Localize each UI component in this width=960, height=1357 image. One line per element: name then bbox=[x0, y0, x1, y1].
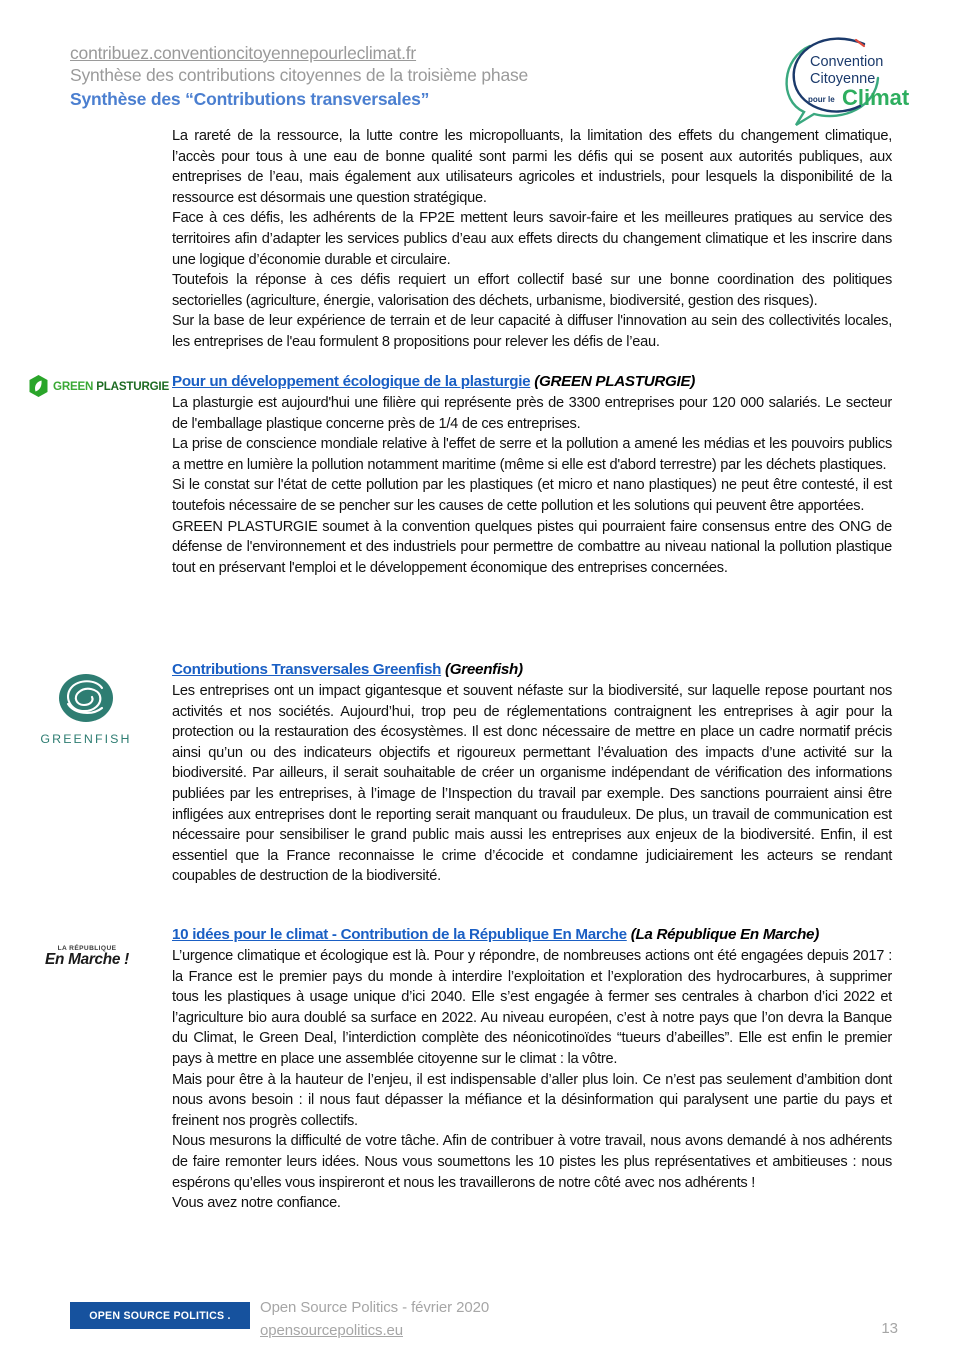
footer-credit-block bbox=[260, 1296, 489, 1342]
logo-line-2: Citoyenne bbox=[810, 71, 876, 87]
logo-line-3-big: Climat bbox=[842, 85, 910, 110]
intro-paragraph: Sur la base de leur expérience de terrain et de leur capacité à diffuser l'innovation au sein des collectivités locales, les entreprises de l'eau formulent 8 propositions pour relever les défis de l’eau. bbox=[172, 313, 892, 350]
page-number: 13 bbox=[881, 1320, 898, 1337]
greenfish-logo bbox=[28, 660, 164, 746]
gp-word-green: GREEN bbox=[53, 379, 97, 393]
intro-paragraph: Toutefois la réponse à ces défis requiert un effort collectif basé sur une bonne coordination des politiques sectorielles (agriculture, énergie, valorisation des déchets, urbanisme, biodiversité, gestion des risques). bbox=[172, 272, 892, 309]
intro-paragraph: La rareté de la ressource, la lutte contre les micropolluants, la limitation des effets du changement climatique, l’accès pour tous à une eau de bonne qualité sont parmi les défis qui se posent aux autorités publiques, aux entreprises de l’eau, mais également aux utilisateurs agricoles et industriels, pour lesquels la disponibilité de la ressource est désormais une question stratégique. bbox=[172, 128, 892, 206]
section-heading-source: (GREEN PLASTURGIE) bbox=[534, 373, 696, 390]
footer-credit: Open Source Politics - février 2020 bbox=[260, 1299, 490, 1316]
logo-line-3-small: pour le bbox=[808, 95, 835, 104]
section-content bbox=[172, 372, 892, 578]
section-heading-source: (La République En Marche) bbox=[630, 926, 819, 943]
section-paragraph: Si le constat sur l'état de cette pollution par les plastiques (et micro et nano plastiques) ne peut être contesté, il est toutefois nécessaire de se pencher sur les causes de cette pollution et les solutions qui peuvent être apportées. bbox=[172, 477, 892, 514]
section-paragraph: L’urgence climatique et écologique est là. Pour y répondre, de nombreuses actions ont été engagées depuis 2017 : la France est le premier pays du monde à interdire l’exploitation et l’exploration des hydrocarbures, à supprimer tous les plastiques à usage unique d’ici 2040. Elle s’est engagée à fermer ses centrales à charbon d’ici 2022 et l’agriculture bio aura doublé sa surface en 2022. Au niveau européen, c’est à notre pays que l’on devra la Banque du Climat, le Green Deal, l’interdiction complète des néonicotinoïdes “tueurs d’abeilles”. Elle est enfin le premier pays à mettre en place une assemblée citoyenne sur le climat : la vôtre. bbox=[172, 948, 892, 1067]
header-subtitle: Synthèse des contributions citoyennes de la troisième phase bbox=[70, 65, 529, 85]
section-heading bbox=[172, 372, 892, 392]
section-paragraph: La plasturgie est aujourd'hui une filière qui représente près de 3300 entreprises pour 120 000 salariés. Le secteur de l'emballage plastique concerne près de 1/4 de ces entreprises. bbox=[172, 395, 892, 432]
page-title: Synthèse des “Contributions transversales” bbox=[70, 89, 430, 109]
green-leaf-shield-icon bbox=[28, 374, 49, 398]
section-paragraph: La prise de conscience mondiale relative à l'effet de serre et la pollution a amené les médias et les pouvoirs publics a mettre en lumière la pollution notamment maritime (même si elle est d'abord terrestre) par les déchets plastiques. bbox=[172, 436, 892, 473]
open-source-politics-badge: OPEN SOURCE POLITICS . bbox=[70, 1302, 250, 1329]
section-heading-source: (Greenfish) bbox=[445, 661, 523, 678]
greenfish-wordmark: GREENFISH bbox=[40, 732, 132, 746]
section-heading-link[interactable]: Contributions Transversales Greenfish bbox=[172, 661, 442, 678]
gp-word-plasturgie: PLASTURGIE bbox=[96, 379, 169, 393]
la-republique-en-marche-logo bbox=[28, 925, 164, 969]
greenfish-spiral-icon bbox=[28, 672, 144, 729]
section-paragraph: Les entreprises ont un impact gigantesque et souvent néfaste sur la biodiversité, sur laquelle repose pourtant nos activités et nos sociétés. Aujourd’hui, trop peu de réglementations contraignent les entreprises à agir pour la protection ou la restauration des écosystèmes. Il est donc nécessaire de mettre en place un cadre normatif précis ainsi qu’un ou des indicateurs objectifs et rigoureux permettant l’évaluation des impacts d’une activité sur la biodiversité. Par ailleurs, il serait souhaitable de créer un organisme indépendant de vérification des informations publiées par les entreprises, à l’image de l’Inspection du travail par exemple. Des sanctions pourraient ainsi être infligées aux entreprises dont le reporting serait manquant ou frauduleux. De plus, un travail de communication est nécessaire pour sensibiliser le grand public mais aussi les entreprises aux enjeux de la biodiversité. Enfin, il est essentiel que la France reconnaisse le crime d’écocide et condamne judiciairement les acteurs se rendant coupables de destruction de la biodiversité. bbox=[172, 683, 892, 885]
lrem-logo-line-2: En Marche ! bbox=[45, 951, 129, 968]
green-plasturgie-wordmark bbox=[53, 380, 169, 393]
footer-url[interactable]: opensourcepolitics.eu bbox=[260, 1322, 403, 1339]
section-paragraph: Vous avez notre confiance. bbox=[172, 1195, 341, 1212]
page-header bbox=[0, 0, 960, 118]
convention-citoyenne-pour-le-climat-logo bbox=[752, 26, 912, 128]
section-paragraph: GREEN PLASTURGIE soumet à la convention quelques pistes qui pourraient faire consensus entre des ONG de défense de l'environnement et des industriels pour permettre de combattre au niveau national la pollution plastique tout en préservant l'emploi et le développement économique des entreprises concernées. bbox=[172, 518, 892, 576]
logo-line-1: Convention bbox=[810, 54, 884, 70]
lrem-logo-line-1: LA RÉPUBLIQUE bbox=[57, 945, 117, 952]
section-heading bbox=[172, 660, 892, 680]
page-footer bbox=[0, 1292, 960, 1357]
section-heading-link[interactable]: Pour un développement écologique de la plasturgie bbox=[172, 373, 531, 390]
section-content bbox=[172, 660, 892, 887]
intro-paragraph: Face à ces défis, les adhérents de la FP2E mettent leurs savoir-faire et les meilleures pratiques au service des territoires afin d’adapter les services publics d’eau aux effets directs du changement climatique et les inscrire dans une logique d’économie durable et circulaire. bbox=[172, 210, 892, 268]
section-heading bbox=[172, 925, 892, 945]
intro-paragraph-block bbox=[172, 126, 892, 353]
section-content bbox=[172, 925, 892, 1214]
section-heading-link[interactable]: 10 idées pour le climat - Contribution de la République En Marche bbox=[172, 926, 627, 943]
header-site-url[interactable]: contribuez.conventioncitoyennepourleclimat.fr bbox=[70, 43, 417, 63]
section-paragraph: Nous mesurons la difficulté de votre tâche. Afin de contribuer à votre travail, nous avons demandé à nos adhérents de faire remonter leurs idées. Nous vous soumettons les 10 pistes les plus représentatives et ambitieuses : nous espérons qu’elles vous inspireront et nous les travaillerons de notre côté avec nos adhérents ! bbox=[172, 1133, 892, 1191]
section-paragraph: Mais pour être à la hauteur de l’enjeu, il est indispensable d’aller plus loin. Ce n’est pas seulement d’ambition dont nous avons besoin : il nous faut dépasser la méfiance et la désinformation qui paralysent une partie du pays et freinent nos progrès collectifs. bbox=[172, 1071, 892, 1129]
header-text-block bbox=[70, 42, 730, 111]
green-plasturgie-logo bbox=[28, 372, 169, 398]
